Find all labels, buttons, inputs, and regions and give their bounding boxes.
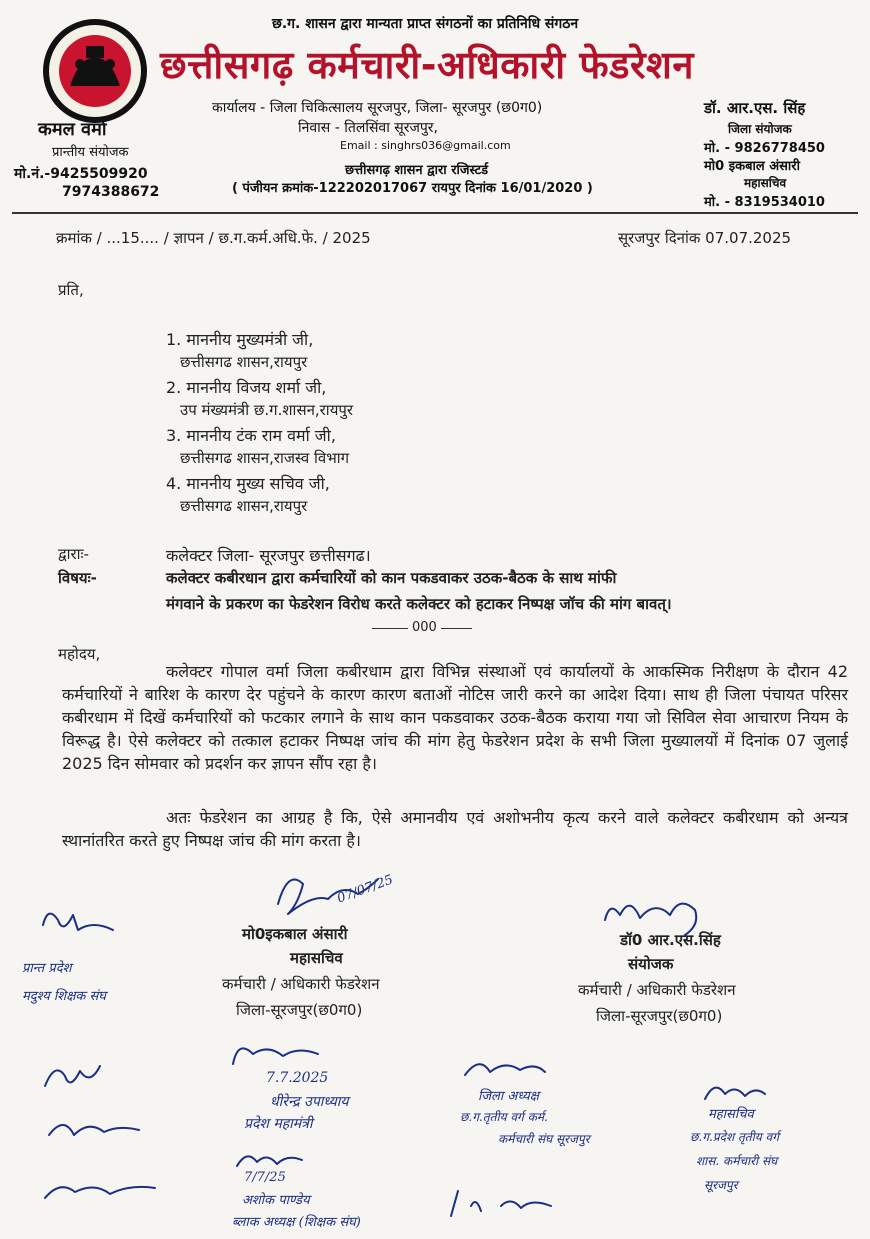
center-note-3: कर्मचारी संघ सूरजपुर (498, 1132, 590, 1146)
left-note-2: मदुश्य शिक्षक संघ (22, 989, 106, 1004)
right-contact-phone: मो. - 9826778450 (704, 141, 825, 156)
signatory-2-role: संयोजक (628, 955, 674, 973)
recipient-1-dept: छत्तीसगढ शासन,रायपुर (180, 353, 308, 371)
registration-title: छत्तीसगढ़ शासन द्वारा रजिस्टर्ड (345, 163, 489, 178)
left-contact-phone2: 7974388672 (62, 184, 160, 200)
bottom-date: 7/7/25 (244, 1170, 286, 1185)
recipient-2-title: 2. माननीय विजय शर्मा जी, (166, 378, 327, 397)
body-paragraph-1: कलेक्टर गोपाल वर्मा जिला कबीरधाम द्वारा विभिन्न संस्थाओं एवं कार्यालयों के आकस्मिक निरीक्षण के दौरान 42 कर्मचारियों ने बारिश के कारण देर पहुंचने के कारण कारण बताओं नोटिस जारी करने का आदेश दिया। साथ ही जिला पंचायत परिसर कबीरधाम में दिखें कर्मचारियों को फटकार लगाने के साथ कान पकडवाकर उठक-बैठक कराया गया जो सिविल सेवा आचारण नियम के विरूद्ध है। ऐसे कलेक्टर को तत्काल हटाकर निष्पक्ष जांच की मांग हेतु फेडरेशन प्रदेश के सभी जिला मुख्यालयों में दिनांक 07 जुलाई 2025 दिन सोमवार को प्रदर्शन कर ज्ञापन सौंप रहा है। (62, 662, 848, 773)
letter-date: सूरजपुर दिनांक 07.07.2025 (618, 229, 792, 247)
right-note-2: छ.ग.प्रदेश तृतीय वर्ग (690, 1130, 779, 1144)
signature-singh (600, 890, 710, 940)
reference-number: क्रमांक / ...15.... / ज्ञापन / छ.ग.कर्म.अधि.फे. / 2025 (56, 229, 371, 247)
mid-role: प्रदेश महामंत्री (244, 1116, 313, 1132)
header-divider (12, 212, 858, 214)
right-contact-name: डॉ. आर.एस. सिंह (704, 99, 806, 117)
subject-line-1: कलेक्टर कबीरधान द्वारा कर्मचारियों को कान पकडवाकर उठक-बैठक के साथ मांफी (166, 569, 617, 587)
signature-center (460, 1050, 550, 1086)
left-contact-phone1: मो.नं.-9425509920 (14, 166, 148, 182)
center-note-2: छ.ग.तृतीय वर्ग कर्म. (460, 1110, 548, 1124)
recipient-3-title: 3. माननीय टंक राम वर्मा जी, (166, 426, 336, 445)
through-value: कलेक्टर जिला- सूरजपुर छत्तीसगढ। (166, 546, 371, 565)
signatory-2-org: कर्मचारी / अधिकारी फेडरेशन (578, 981, 736, 999)
signature-left-1 (38, 900, 118, 940)
residence-address: निवास - तिलसिंवा सूरजपुर, (298, 120, 438, 136)
signatory-1-district: जिला-सूरजपुर(छ0ग0) (236, 1001, 363, 1019)
email: Email : singhrs036@gmail.com (340, 139, 511, 152)
signatory-1-org: कर्मचारी / अधिकारी फेडरेशन (222, 975, 380, 993)
registration-number: ( पंजीयन क्रमांक-122202017067 रायपुर दिनांक 16/01/2020 ) (232, 181, 593, 196)
mid-date: 7.7.2025 (266, 1070, 329, 1086)
subject-label: विषयः- (58, 569, 97, 587)
left-note-1: प्रान्त प्रदेश (22, 961, 72, 976)
signature-right (700, 1074, 770, 1108)
through-label: द्वाराः- (58, 545, 89, 563)
office-address: कार्यालय - जिला चिकित्सालय सूरजपुर, जिला- सूरजपुर (छ0ग0) (212, 100, 543, 116)
signatory-2-district: जिला-सूरजपुर(छ0ग0) (596, 1007, 723, 1025)
recipient-2-dept: उप मंख्यमंत्री छ.ग.शासन,रायपुर (180, 401, 354, 419)
signature-left-3 (44, 1110, 144, 1150)
signatory-1-name: मो0इकबाल अंसारी (242, 925, 348, 943)
right-note-3: शास. कर्मचारी संघ (696, 1154, 778, 1168)
right-note-4: सूरजपुर (704, 1178, 738, 1192)
recipient-3-dept: छत्तीसगढ शासन,राजस्व विभाग (180, 449, 350, 467)
signature-left-4 (40, 1170, 160, 1206)
subject-line-2: मंगवाने के प्रकरण का फेडरेशन विरोध करते कलेक्टर को हटाकर निष्पक्ष जॉच की मांग बावत्। (166, 595, 672, 613)
right-contact-role2: महासचिव (744, 176, 787, 190)
signature-date: 07/07/25 (335, 872, 396, 907)
federation-logo (40, 16, 150, 126)
salutation: महोदय, (58, 645, 101, 663)
left-contact-name: कमल वर्मा (38, 119, 107, 140)
recipient-1-title: 1. माननीय मुख्यमंत्री जी, (166, 330, 314, 349)
bottom-role: ब्लाक अध्यक्ष (शिक्षक संघ) (232, 1215, 361, 1230)
signatory-2-name: डॉ0 आर.एस.सिंह (620, 931, 721, 949)
bottom-name: अशोक पाण्डेय (242, 1193, 310, 1208)
separator-mark: 000 (408, 620, 441, 635)
right-contact-phone2: मो. - 8319534010 (704, 195, 825, 210)
signature-left-2 (40, 1056, 110, 1096)
org-name: छत्तीसगढ़ कर्मचारी-अधिकारी फेडरेशन (160, 43, 694, 87)
recipient-4-dept: छत्तीसगढ शासन,रायपुर (180, 497, 308, 515)
signature-mid-1 (228, 1034, 328, 1074)
right-contact-name2: मो0 इकबाल अंसारी (704, 159, 800, 174)
mid-name: धीरेन्द्र उपाध्याय (270, 1094, 349, 1110)
center-note-1: जिला अध्यक्ष (478, 1089, 540, 1104)
recipient-4-title: 4. माननीय मुख्य सचिव जी, (166, 474, 330, 493)
signatory-1-role: महासचिव (290, 949, 343, 967)
prati: प्रति, (58, 281, 84, 299)
signature-bottom-right (446, 1186, 556, 1222)
left-contact-role: प्रान्तीय संयोजक (52, 145, 129, 160)
right-note-1: महासचिव (708, 1107, 754, 1122)
tagline: छ.ग. शासन द्वारा मान्यता प्राप्त संगठनों का प्रतिनिधि संगठन (272, 16, 579, 32)
body-paragraph-2: अतः फेडरेशन का आग्रह है कि, ऐसे अमानवीय एवं अशोभनीय कृत्य करने वाले कलेक्टर कबीरधाम को अन्यत्र स्थानांतरित करते हुए निष्पक्ष जांच की मांग करता है। (62, 808, 848, 850)
right-contact-role: जिला संयोजक (728, 122, 792, 136)
